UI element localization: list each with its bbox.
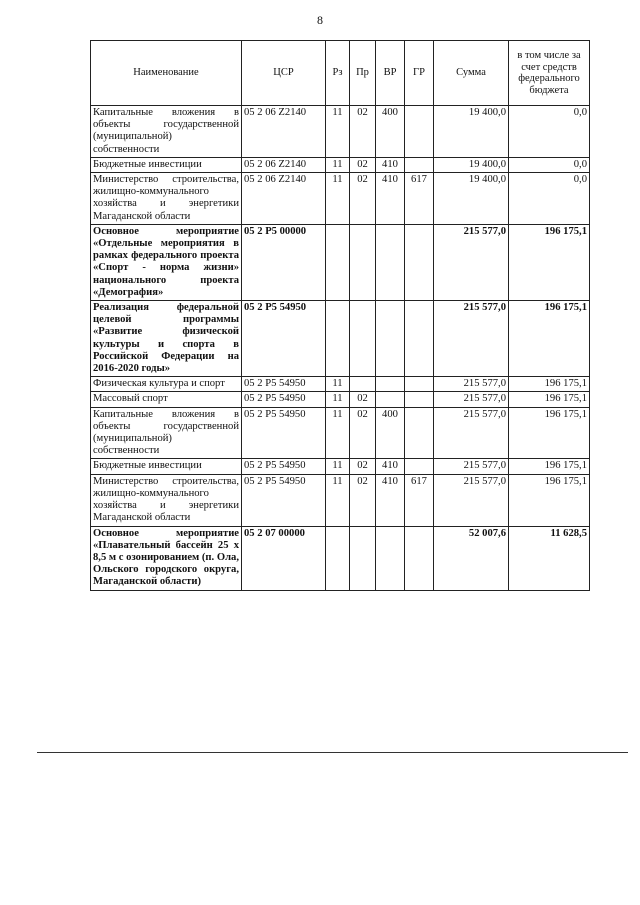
table-row [91,224,590,300]
cell-federal: 196 175,1 [509,301,590,377]
cell-name: Бюджетные инвестиции [91,157,242,172]
cell-sum: 215 577,0 [434,459,509,474]
cell-rz: 11 [326,392,350,407]
cell-gr: 617 [405,173,434,225]
cell-federal: 196 175,1 [509,474,590,526]
cell-sum: 215 577,0 [434,392,509,407]
cell-vr: 410 [376,459,405,474]
cell-name: Основное мероприятие «Отдельные мероприятия в рамках федерального проекта «Спорт - норма жизни» национального проекта «Демография» [91,224,242,300]
cell-csr: 05 2 P5 00000 [242,224,326,300]
cell-name: Капитальные вложения в объекты государственной (муниципальной) собственности [91,106,242,158]
table-row [91,407,590,459]
cell-vr [376,377,405,392]
cell-federal: 196 175,1 [509,407,590,459]
cell-gr [405,224,434,300]
bottom-divider [37,752,628,753]
cell-sum: 215 577,0 [434,407,509,459]
budget-table [90,40,590,591]
header-rz: Рз [326,41,350,106]
cell-sum: 19 400,0 [434,173,509,225]
cell-csr: 05 2 P5 54950 [242,392,326,407]
cell-sum: 215 577,0 [434,377,509,392]
cell-gr [405,377,434,392]
cell-rz [326,301,350,377]
cell-gr [405,407,434,459]
cell-pr [350,224,376,300]
cell-rz: 11 [326,377,350,392]
cell-vr: 400 [376,407,405,459]
cell-rz: 11 [326,173,350,225]
cell-sum: 19 400,0 [434,106,509,158]
table-row [91,474,590,526]
table-header-row [91,41,590,106]
cell-vr: 410 [376,173,405,225]
cell-vr: 400 [376,106,405,158]
cell-name: Массовый спорт [91,392,242,407]
cell-gr [405,526,434,590]
cell-gr: 617 [405,474,434,526]
table-row [91,106,590,158]
cell-gr [405,459,434,474]
cell-pr: 02 [350,407,376,459]
table-body [91,106,590,591]
cell-rz: 11 [326,407,350,459]
cell-rz [326,224,350,300]
cell-sum: 215 577,0 [434,224,509,300]
cell-pr: 02 [350,173,376,225]
cell-pr: 02 [350,157,376,172]
table-row [91,157,590,172]
cell-vr: 410 [376,157,405,172]
cell-sum: 19 400,0 [434,157,509,172]
cell-gr [405,106,434,158]
header-gr: ГР [405,41,434,106]
cell-vr [376,392,405,407]
cell-csr: 05 2 P5 54950 [242,474,326,526]
cell-name: Основное мероприятие «Плавательный бассейн 25 х 8,5 м с озонированием (п. Ола, Ольского городского округа, Магаданской области) [91,526,242,590]
cell-csr: 05 2 06 Z2140 [242,106,326,158]
cell-name: Бюджетные инвестиции [91,459,242,474]
cell-gr [405,301,434,377]
cell-gr [405,392,434,407]
cell-gr [405,157,434,172]
cell-federal: 0,0 [509,173,590,225]
cell-sum: 215 577,0 [434,301,509,377]
cell-sum: 52 007,6 [434,526,509,590]
cell-federal: 0,0 [509,157,590,172]
cell-csr: 05 2 06 Z2140 [242,157,326,172]
cell-federal: 11 628,5 [509,526,590,590]
cell-name: Реализация федеральной целевой программы «Развитие физической культуры и спорта в Российской Федерации на 2016-2020 годы» [91,301,242,377]
header-name: Наименование [91,41,242,106]
header-federal: в том числе за счет средств федерального бюджета [509,41,590,106]
cell-name: Капитальные вложения в объекты государственной (муниципальной) собственности [91,407,242,459]
cell-pr: 02 [350,106,376,158]
header-sum: Сумма [434,41,509,106]
cell-csr: 05 2 07 00000 [242,526,326,590]
cell-rz: 11 [326,106,350,158]
table-row [91,392,590,407]
table-row [91,377,590,392]
table-row [91,301,590,377]
table-row [91,459,590,474]
cell-vr [376,224,405,300]
cell-name: Министерство строительства, жилищно-коммунального хозяйства и энергетики Магаданской области [91,474,242,526]
cell-pr [350,377,376,392]
cell-name: Физическая культура и спорт [91,377,242,392]
header-csr: ЦСР [242,41,326,106]
cell-csr: 05 2 P5 54950 [242,407,326,459]
cell-federal: 196 175,1 [509,224,590,300]
cell-pr: 02 [350,474,376,526]
cell-rz: 11 [326,474,350,526]
cell-csr: 05 2 06 Z2140 [242,173,326,225]
table-row [91,173,590,225]
cell-name: Министерство строительства, жилищно-коммунального хозяйства и энергетики Магаданской области [91,173,242,225]
header-vr: ВР [376,41,405,106]
cell-vr [376,301,405,377]
cell-rz [326,526,350,590]
cell-federal: 0,0 [509,106,590,158]
table-row [91,526,590,590]
cell-vr [376,526,405,590]
cell-pr: 02 [350,392,376,407]
cell-sum: 215 577,0 [434,474,509,526]
cell-csr: 05 2 P5 54950 [242,377,326,392]
cell-csr: 05 2 P5 54950 [242,301,326,377]
header-pr: Пр [350,41,376,106]
cell-vr: 410 [376,474,405,526]
cell-csr: 05 2 P5 54950 [242,459,326,474]
cell-rz: 11 [326,157,350,172]
cell-federal: 196 175,1 [509,377,590,392]
cell-pr [350,526,376,590]
cell-federal: 196 175,1 [509,392,590,407]
cell-pr: 02 [350,459,376,474]
cell-pr [350,301,376,377]
page-number: 8 [317,13,323,27]
cell-rz: 11 [326,459,350,474]
cell-federal: 196 175,1 [509,459,590,474]
